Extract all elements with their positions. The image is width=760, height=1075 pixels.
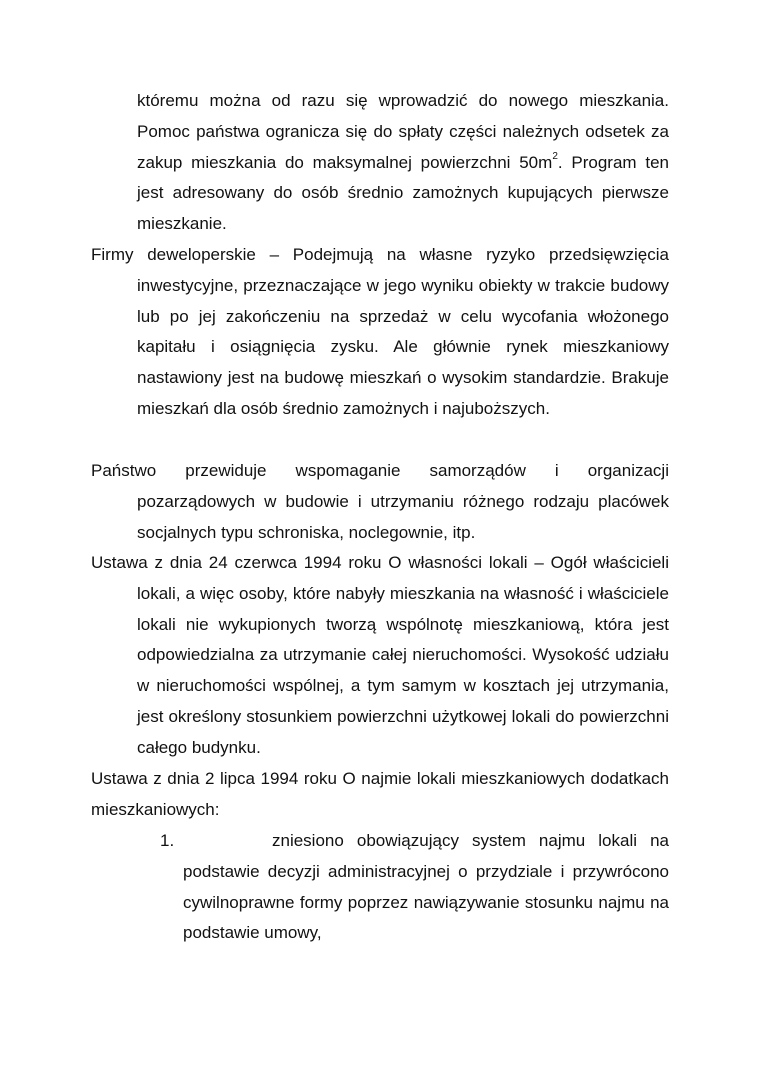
list-item <box>160 826 669 949</box>
paragraph-text-before-sup: któremu można od razu się wprowadzić do nowego mieszkania. Pomoc państwa ogranicza się do spłaty części należnych odsetek za zakup mieszkania do maksymalnej powierzchni 50m <box>137 91 669 172</box>
paragraph-firmy-deweloperskie: Firmy deweloperskie – Podejmują na własne ryzyko przedsięwzięcia inwestycyjne, przeznaczające w jego wyniku obiekty w trakcie budowy lub po jej zakończeniu na sprzedaż w celu wycofania włożonego kapitału i osiągnięcia zysku. Ale głównie rynek mieszkaniowy nastawiony jest na budowę mieszkań o wysokim standardzie. Brakuje mieszkań dla osób średnio zamożnych i najuboższych. <box>91 245 669 418</box>
paragraph-panstwo: Państwo przewiduje wspomaganie samorządów i organizacji pozarządowych w budowie i utrzymaniu różnego rodzaju placówek socjalnych typu schroniska, noclegownie, itp. <box>91 461 669 542</box>
list-item-text: zniesiono obowiązujący system najmu lokali na podstawie decyzji administracyjnej o przydziale i przywrócono cywilnoprawne formy poprzez nawiązywanie stosunku najmu na podstawie umowy, <box>183 831 669 943</box>
paragraph-ustawa-najem-lokali: Ustawa z dnia 2 lipca 1994 roku O najmie lokali mieszkaniowych dodatkach mieszkaniowych: <box>91 769 669 819</box>
paragraph-text-after-sup: . Program ten jest adresowany do osób średnio zamożnych kupujących pierwsze mieszkanie. <box>137 152 670 234</box>
paragraph-continuation <box>91 86 669 240</box>
list-item-number: 1. <box>160 831 175 850</box>
paragraph-ustawa-wlasnosc-lokali: Ustawa z dnia 24 czerwca 1994 roku O własności lokali – Ogół właścicieli lokali, a więc osoby, które nabyły mieszkania na własność i właściciele lokali nie wykupionych tworzą wspólnotę mieszkaniową, która jest odpowiedzialna za utrzymanie całej nieruchomości. Wysokość udziału w nieruchomości wspólnej, a tym samym w kosztach jej utrzymania, jest określony stosunkiem powierzchni użytkowej lokali do powierzchni całego budynku. <box>91 553 669 757</box>
superscript: 2 <box>552 150 558 162</box>
